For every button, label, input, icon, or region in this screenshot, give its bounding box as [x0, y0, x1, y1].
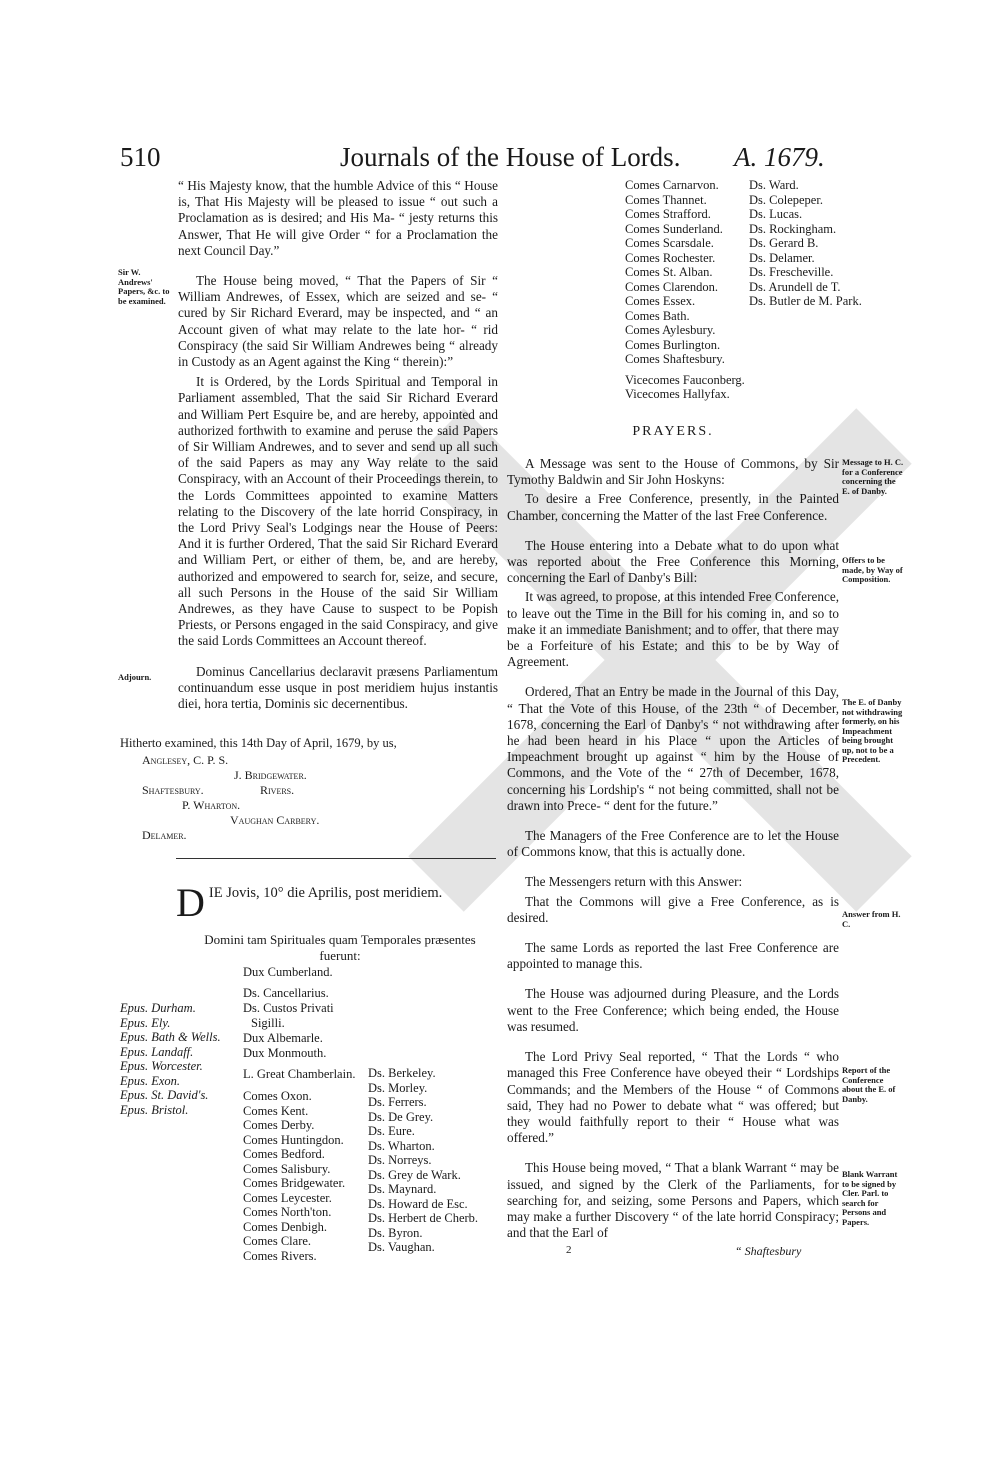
paragraph-commons-answer: That the Commons will give a Free Conference, as is desired. — [507, 893, 839, 925]
paragraph-managers: The Managers of the Free Conference are to let the House of Commons know, that this is actually done. — [507, 828, 839, 860]
list-item: Ds. Custos Privati — [243, 1001, 334, 1015]
list-item: Comes Bath. — [625, 308, 690, 323]
list-item: Ds. Howard de Esc. — [368, 1196, 468, 1211]
list-item: Ds. Rockingham. — [749, 221, 837, 236]
list-item: Epus. Durham. — [120, 1001, 196, 1015]
list-item: Comes Sunderland. — [625, 221, 723, 236]
list-item: Comes Kent. — [243, 1103, 309, 1118]
list-item: Comes Aylesbury. — [625, 323, 716, 337]
list-item: Comes Rivers. — [243, 1248, 317, 1263]
margin-note-warrant: Blank Warrant to be signed by Cler. Parl. to search for Persons and Papers. — [842, 1169, 898, 1227]
list-item: Ds. Eure. — [368, 1124, 415, 1138]
list-item: Ds. Vaughan. — [368, 1240, 435, 1254]
paragraph-agreed: It was agreed, to propose, at this intended Free Conference, to leave out the Time in the Bill for his coming in, and so to make it an immediate Banishment; and to offer, that there may be a Forfeiture of his Estate; and this to be by Way of Agreement. — [507, 589, 839, 670]
list-item: Dux Monmouth. — [243, 1046, 327, 1060]
page-number: 510 — [120, 142, 161, 172]
examined-line: Hitherto examined, this 14th Day of April, 1679, by us, — [120, 736, 397, 750]
list-item: Ds. Delamer. — [749, 250, 815, 265]
list-item: Ds. Frescheville. — [749, 265, 834, 279]
list-item: Ds. Lucas. — [749, 207, 803, 221]
list-item: Comes Thannet. — [625, 192, 707, 207]
list-item: Ds. Colepeper. — [749, 192, 823, 207]
signature: P. Wharton. — [182, 798, 241, 812]
page-header — [0, 138, 992, 178]
paragraph-blank-warrant: This House being moved, “ That a blank Warrant “ may be issued, and signed by the Clerk of the Parliaments, for searching for, and seizing, some Persons and Papers, which may make a further Discovery “ of the late horrid Conspiracy; and that the Earl of — [507, 1160, 839, 1241]
list-item: Dux Cumberland. — [243, 965, 333, 979]
paragraph-messengers: The Messengers return with this Answer: — [525, 874, 743, 890]
drop-cap: D — [176, 880, 205, 925]
list-item: Comes Strafford. — [625, 207, 711, 221]
page-title: Journals of the House of Lords. — [340, 142, 681, 172]
bishops-list — [120, 1001, 221, 1117]
paragraph-free-conference: To desire a Free Conference, presently, in the Painted Chamber, concerning the Matter of the last Free Conference. — [507, 491, 839, 523]
list-item: Ds. Norreys. — [368, 1153, 432, 1167]
list-item: Comes Leycester. — [243, 1190, 332, 1205]
list-item: Ds. Ferrers. — [368, 1095, 427, 1109]
list-item: Comes Clare. — [243, 1234, 312, 1248]
signature: J. Bridgewater. — [234, 768, 307, 782]
list-item: Comes Carnarvon. — [625, 178, 719, 192]
paragraph-privy-seal-report: The Lord Privy Seal reported, “ That the Lords “ who managed this Free Conference have obeyed their “ Lordships Commands; and the Members of the House “ of Commons said, They had no Power to debate what “ was offered; but they would faithfully report to their “ House what was offered.” — [507, 1049, 839, 1146]
right-column — [507, 456, 839, 1241]
signature-mark: 2 — [566, 1244, 572, 1256]
left-column — [178, 178, 498, 712]
list-item: Epus. St. David's. — [120, 1088, 209, 1102]
list-item: Ds. Grey de Wark. — [368, 1167, 461, 1182]
list-item: Comes Clarendon. — [625, 279, 719, 294]
signature: Anglesey, C. P. S. — [142, 753, 229, 767]
list-item: Comes North'ton. — [243, 1205, 332, 1219]
paragraph-message: A Message was sent to the House of Commons, by Sir Tymothy Baldwin and Sir John Hoskyns: — [507, 456, 839, 488]
list-item: Comes Burlington. — [625, 337, 721, 352]
comites-list-left — [243, 1089, 345, 1263]
comites-list-right — [625, 178, 745, 402]
list-item: Ds. Butler de M. Park. — [749, 294, 862, 308]
list-item: Ds. Wharton. — [368, 1138, 435, 1153]
list-item: Ds. Gerard B. — [749, 236, 819, 250]
paragraph-same-lords: The same Lords as reported the last Free Conference are appointed to manage this. — [507, 940, 839, 972]
list-item: Comes Bridgewater. — [243, 1176, 346, 1190]
list-item: Comes Scarsdale. — [625, 236, 714, 250]
list-item: Ds. Arundell de T. — [749, 279, 841, 294]
list-item: Ds. Herbert de Cherb. — [368, 1211, 479, 1225]
signature: Delamer. — [142, 828, 187, 842]
session-heading-text: IE Jovis, 10° die Aprilis, post meridiem. — [208, 885, 443, 901]
list-item: Ds. Maynard. — [368, 1182, 437, 1196]
list-item: Epus. Exon. — [120, 1073, 181, 1088]
barones-list-left — [368, 1066, 478, 1255]
paragraph-ordered-entry: Ordered, That an Entry be made in the Journal of this Day, “ That the Vote of this House, of the 23th “ of December, 1678, concerning the Earl of Danby's “ not withdrawing after he had been heard in his Place “ upon the Articles of Impeachment brought up against “ him by the House of Commons, and the Vote of the “ 27th of December, 1678, concerning his Lordship's “ not being committed, shall not be drawn into Prece- “ dent for the future.” — [507, 684, 839, 813]
list-item: Comes Essex. — [625, 294, 696, 308]
list-item: Ds. Cancellarius. — [243, 986, 329, 1000]
list-item: Comes Salisbury. — [243, 1161, 331, 1176]
list-item: Comes Bedford. — [243, 1147, 325, 1161]
margin-note-message: Message to H. C. for a Conference concerning the E. of Danby. — [842, 457, 904, 496]
list-item: Comes Rochester. — [625, 250, 716, 265]
list-item: Ds. Morley. — [368, 1080, 428, 1095]
list-item: Dux Albemarle. — [243, 1031, 323, 1045]
list-item: Epus. Bristol. — [120, 1102, 189, 1117]
list-item: Comes Shaftesbury. — [625, 352, 725, 366]
signature: Vaughan Carbery. — [230, 813, 320, 827]
section-rule — [176, 858, 496, 859]
margin-note-offers: Offers to be made, by Way of Composition. — [842, 555, 903, 584]
paragraph-majesty-answer: “ His Majesty know, that the humble Advice of this “ House is, That His Majesty will be pleased to issue “ out such a Proclamation as is desired; and His Ma- “ jesty returns this Answer, That He will give Order “ for a Proclamation the next Council Day.” — [178, 178, 498, 258]
list-item: L. Great Chamberlain. — [243, 1067, 356, 1081]
present-heading: Domini tam Spirituales quam Temporales præsentes fuerunt: — [204, 932, 476, 963]
list-item: Comes Oxon. — [243, 1089, 312, 1103]
list-item: Comes Denbigh. — [243, 1219, 328, 1234]
margin-note-adjourn: Adjourn. — [118, 672, 152, 682]
list-item: Ds. Berkeley. — [368, 1066, 436, 1080]
margin-note-report: Report of the Conference about the E. of Danby. — [842, 1065, 896, 1104]
margin-note-andrews: Sir W. Andrews' Papers, &c. to be examined. — [118, 267, 170, 306]
page-year: A. 1679. — [734, 142, 825, 172]
list-item: Comes St. Alban. — [625, 265, 713, 279]
officers-list — [243, 965, 355, 1082]
paragraph-adjourned: The House was adjourned during Pleasure, and the Lords went to the Free Conference; which being ended, the House was resumed. — [507, 986, 839, 1034]
list-item: Vicecomes Fauconberg. — [625, 372, 745, 387]
barones-list-right — [749, 178, 862, 309]
margin-note-danby: The E. of Danby not withdrawing formerly, on his Impeachment being brought up, not to be a Precedent. — [842, 697, 903, 764]
margin-note-answer: Answer from H. C. — [842, 909, 901, 929]
list-item: Comes Derby. — [243, 1118, 315, 1132]
signature: Shaftesbury. — [142, 783, 204, 797]
catchword: “ Shaftesbury — [735, 1244, 802, 1258]
list-item: Vicecomes Hallyfax. — [625, 387, 730, 401]
list-item: Epus. Worcester. — [120, 1059, 203, 1073]
list-item: Epus. Landaff. — [120, 1044, 194, 1059]
list-item: Ds. De Grey. — [368, 1109, 434, 1124]
signature-block — [142, 753, 502, 842]
list-item: Epus. Ely. — [120, 1015, 171, 1030]
paragraph-ordered: It is Ordered, by the Lords Spiritual and Temporal in Parliament assembled, That the said Sir Richard Everard and William Pert Esquire be, and are hereby, appointed and authorized forthwith to examine and peruse the said Papers of Sir William Andrewes, and to sever and send up all such of the said Papers as may any Way relate to the said Conspiracy, with an Account of their Proceedings therein, to the Lords Committees appointed to examine Matters relating to the Discovery of the late horrid Conspiracy, in the Lord Privy Seal's Lodgings near the House of Peers: And it is further Ordered, That the said Sir Richard Everard and William Pert, or either of them, be, and are hereby, authorized and empowered to search for, seize, and secure, all such Persons in the House of the said Sir William Andrewes, as they have Cause to suspect to be Popish Priests, or Persons engaged in the said Conspiracy, and give the said Lords Committees an Account thereof. — [178, 374, 498, 649]
paragraph-andrewes-motion: The House being moved, “ That the Papers of Sir “ William Andrewes, of Essex, which are seized and se- “ cured by Sir Richard Everard, may be inspected, and “ an Account given of what may relate to the late hor- “ rid Conspiracy (the said Sir William Andrewes being “ already in Custody as an Agent against the King “ therein):” — [178, 273, 498, 370]
list-item: Sigilli. — [251, 1016, 285, 1030]
list-item: Ds. Byron. — [368, 1225, 423, 1240]
list-item: Epus. Bath & Wells. — [120, 1030, 221, 1044]
paragraph-adjourn: Dominus Cancellarius declaravit præsens Parliamentum continuandum esse usque in post meridiem hujus instantis diei, hora tertia, Dominis sic decernentibus. — [178, 663, 498, 712]
signature: Rivers. — [260, 783, 295, 797]
list-item: Comes Huntingdon. — [243, 1132, 344, 1147]
session-heading — [176, 880, 496, 925]
paragraph-debate: The House entering into a Debate what to do upon what was reported about the Free Conference this Morning, concerning the Earl of Danby's Bill: — [507, 537, 839, 586]
list-item: Ds. Ward. — [749, 178, 799, 192]
prayers-heading: PRAYERS. — [632, 424, 714, 439]
